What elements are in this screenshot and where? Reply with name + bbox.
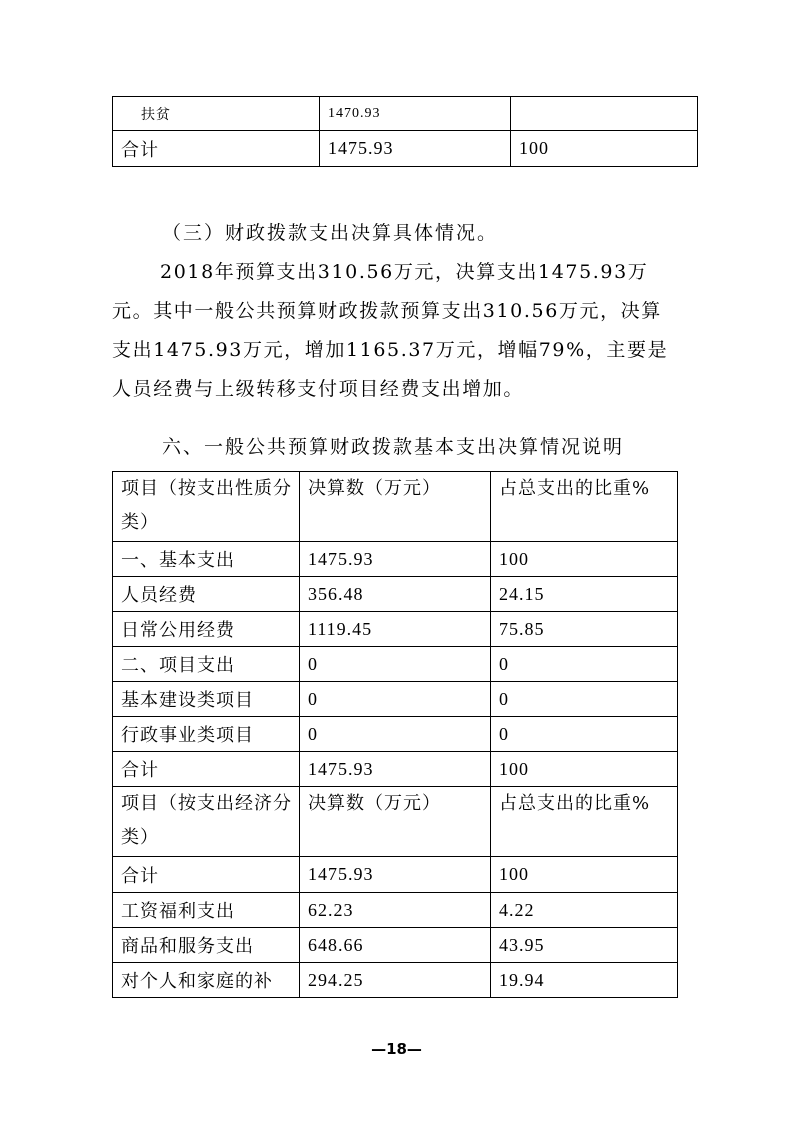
- table-cell: 4.22: [491, 893, 678, 928]
- header-cell: 占总支出的比重%: [491, 787, 678, 857]
- table-cell: 1470.93: [320, 97, 511, 131]
- table-cell: 1119.45: [300, 612, 491, 647]
- table-cell: 24.15: [491, 577, 678, 612]
- table-cell: 0: [491, 647, 678, 682]
- page-number: —18—: [371, 1040, 422, 1058]
- table-cell: 648.66: [300, 928, 491, 963]
- table-cell: 19.94: [491, 963, 678, 998]
- section-title: 六、一般公共预算财政拨款基本支出决算情况说明: [162, 436, 625, 458]
- table-cell: 合计: [113, 752, 300, 787]
- table-row: [113, 97, 698, 131]
- table-cell: 1475.93: [300, 857, 491, 893]
- table-row: [113, 542, 678, 577]
- table-cell: 0: [300, 717, 491, 752]
- table-row: [113, 682, 678, 717]
- table-cell: 0: [300, 682, 491, 717]
- table-cell: 100: [511, 131, 698, 167]
- table-cell: 100: [491, 752, 678, 787]
- table-cell: 合计: [113, 131, 320, 167]
- table-cell: 75.85: [491, 612, 678, 647]
- table-cell: 二、项目支出: [113, 647, 300, 682]
- table-header-row: [113, 472, 678, 542]
- table-cell: 对个人和家庭的补: [113, 963, 300, 998]
- table-row: [113, 717, 678, 752]
- table-row: [113, 577, 678, 612]
- table-cell: 扶贫: [113, 97, 320, 131]
- header-cell: 项目（按支出经济分类）: [113, 787, 300, 857]
- table-cell: 62.23: [300, 893, 491, 928]
- table-cell: 日常公用经费: [113, 612, 300, 647]
- table-cell: 工资福利支出: [113, 893, 300, 928]
- table-header-row: [113, 787, 678, 857]
- table-cell: 294.25: [300, 963, 491, 998]
- header-cell: 占总支出的比重%: [491, 472, 678, 542]
- table-row: [113, 893, 678, 928]
- header-cell: 决算数（万元）: [300, 787, 491, 857]
- table-cell: 商品和服务支出: [113, 928, 300, 963]
- table-cell: 基本建设类项目: [113, 682, 300, 717]
- table-cell: 1475.93: [300, 542, 491, 577]
- table-cell: 100: [491, 542, 678, 577]
- table-row: [113, 131, 698, 167]
- table-cell: 0: [491, 717, 678, 752]
- section-title: （三）财政拨款支出决算具体情况。: [162, 222, 499, 244]
- top-table: [112, 96, 698, 167]
- table-cell: 人员经费: [113, 577, 300, 612]
- table-row: [113, 647, 678, 682]
- header-cell: 决算数（万元）: [300, 472, 491, 542]
- table-cell: 0: [491, 682, 678, 717]
- table-cell: 100: [491, 857, 678, 893]
- section-body: 2018年预算支出310.56万元，决算支出1475.93万元。其中一般公共预算财政拨款预算支出310.56万元，决算支出1475.93万元，增加1165.37万元，增幅79%，主要是人员经费与上级转移支付项目经费支出增加。: [112, 261, 669, 400]
- header-cell: 项目（按支出性质分类）: [113, 472, 300, 542]
- table-cell: [511, 97, 698, 131]
- table-cell: 1475.93: [300, 752, 491, 787]
- table-row: [113, 612, 678, 647]
- table-cell: 合计: [113, 857, 300, 893]
- table-row: [113, 963, 678, 998]
- table-cell: 356.48: [300, 577, 491, 612]
- table-cell: 1475.93: [320, 131, 511, 167]
- expenditure-table: [112, 471, 678, 998]
- table-cell: 0: [300, 647, 491, 682]
- table-row: [113, 752, 678, 787]
- table-cell: 行政事业类项目: [113, 717, 300, 752]
- table-cell: 一、基本支出: [113, 542, 300, 577]
- table-row: [113, 857, 678, 893]
- table-row: [113, 928, 678, 963]
- table-cell: 43.95: [491, 928, 678, 963]
